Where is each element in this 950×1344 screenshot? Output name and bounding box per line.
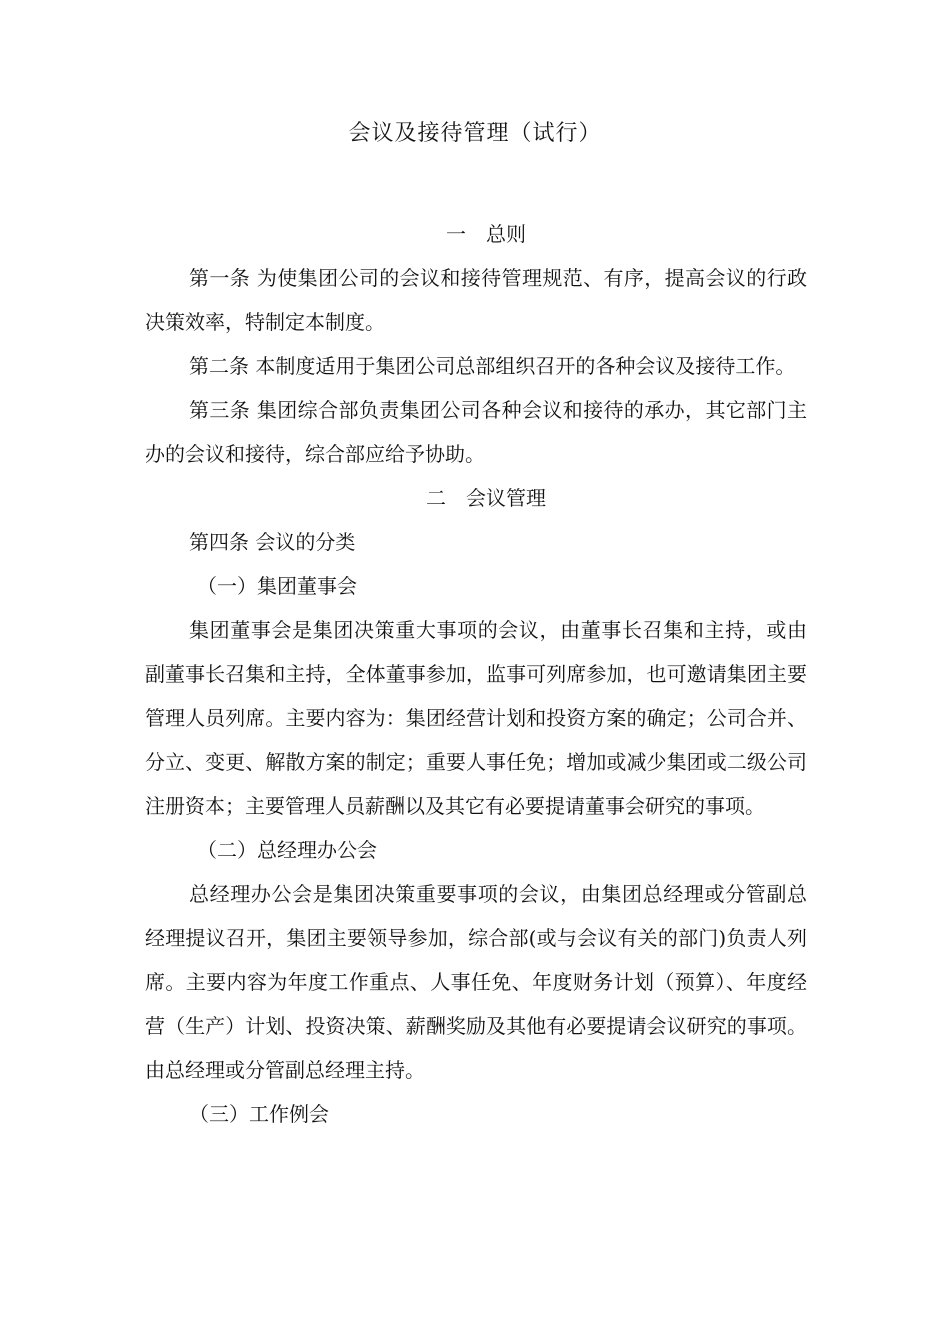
article-1: 第一条 为使集团公司的会议和接待管理规范、有序，提高会议的行政决策效率，特制定本制度。	[145, 266, 807, 334]
subsection-text-board: 集团董事会是集团决策重大事项的会议，由董事长召集和主持，或由副董事长召集和主持，全体董事参加，监事可列席参加，也可邀请集团主要管理人员列席。主要内容为：集团经营计划和投资方案的确定；公司合并、分立、变更、解散方案的制定；重要人事任免；增加或减少集团或二级公司注册资本；主要管理人员薪酬以及其它有必要提请董事会研究的事项。	[145, 618, 807, 818]
subsection-heading-work-meeting: （三）工作例会	[189, 1102, 329, 1126]
article-3: 第三条 集团综合部负责集团公司各种会议和接待的承办，其它部门主办的会议和接待，综合部应给予协助。	[145, 398, 807, 466]
article-4: 第四条 会议的分类	[189, 530, 356, 554]
subsection-text-gm-office: 总经理办公会是集团决策重要事项的会议，由集团总经理或分管副总经理提议召开，集团主要领导参加，综合部(或与会议有关的部门)负责人列席。主要内容为年度工作重点、人事任免、年度财务计划（预算）、年度经营（生产）计划、投资决策、薪酬奖励及其他有必要提请会议研究的事项。由总经理或分管副总经理主持。	[145, 882, 807, 1082]
subsection-heading-gm-office: （二）总经理办公会	[197, 838, 377, 862]
section-heading-meeting-management: 二 会议管理	[426, 486, 546, 510]
section-heading-general: 一 总则	[446, 222, 526, 246]
document-title: 会议及接待管理（试行）	[348, 121, 602, 146]
document-body	[145, 212, 807, 1136]
subsection-heading-board: （一）集团董事会	[197, 574, 357, 598]
article-2: 第二条 本制度适用于集团公司总部组织召开的各种会议及接待工作。	[189, 354, 796, 378]
